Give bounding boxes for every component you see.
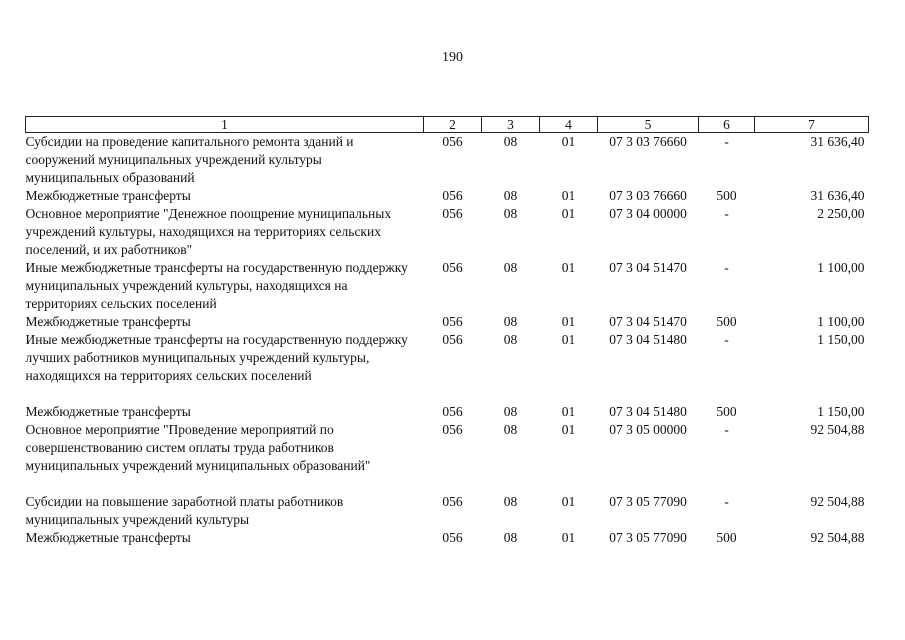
row-section: 08 xyxy=(503,332,518,347)
row-amount: 1 150,00 xyxy=(817,332,865,347)
table-row xyxy=(26,259,869,313)
row-expense-type: - xyxy=(724,206,729,221)
row-section: 08 xyxy=(503,260,518,275)
row-target-article: 07 3 05 77090 xyxy=(609,494,687,509)
row-name: Межбюджетные трансферты xyxy=(25,188,191,203)
row-amount: 1 100,00 xyxy=(817,314,865,329)
row-section: 08 xyxy=(503,494,518,509)
row-subsection: 01 xyxy=(561,530,576,545)
row-code-ministry: 056 xyxy=(442,530,463,545)
row-amount: 31 636,40 xyxy=(810,134,865,149)
table-row xyxy=(26,331,869,403)
row-amount: 2 250,00 xyxy=(817,206,865,221)
row-expense-type: - xyxy=(724,494,729,509)
row-subsection: 01 xyxy=(561,188,576,203)
table-row xyxy=(26,403,869,421)
row-section: 08 xyxy=(503,314,518,329)
row-subsection: 01 xyxy=(561,332,576,347)
row-subsection: 01 xyxy=(561,134,576,149)
row-expense-type: 500 xyxy=(716,314,737,329)
row-name: Субсидии на повышение заработной платы работников муниципальных учреждений культуры xyxy=(25,494,344,527)
row-name: Иные межбюджетные трансферты на государственную поддержку муниципальных учреждений культуры, находящихся на территориях сельских поселений xyxy=(25,260,408,311)
table-row xyxy=(26,493,869,529)
row-target-article: 07 3 04 51480 xyxy=(609,404,687,419)
row-target-article: 07 3 03 76660 xyxy=(609,188,687,203)
row-amount: 1 150,00 xyxy=(817,404,865,419)
column-header-2: 2 xyxy=(424,117,482,133)
row-target-article: 07 3 04 51470 xyxy=(609,314,687,329)
row-subsection: 01 xyxy=(561,206,576,221)
row-section: 08 xyxy=(503,134,518,149)
table-row xyxy=(26,205,869,259)
row-target-article: 07 3 04 00000 xyxy=(609,206,687,221)
row-code-ministry: 056 xyxy=(442,494,463,509)
table-row xyxy=(26,133,869,188)
page-number: 190 xyxy=(442,50,463,65)
row-expense-type: 500 xyxy=(716,404,737,419)
column-header-1: 1 xyxy=(26,117,424,133)
row-amount: 92 504,88 xyxy=(810,494,865,509)
table-row xyxy=(26,187,869,205)
row-amount: 92 504,88 xyxy=(810,422,865,437)
row-code-ministry: 056 xyxy=(442,404,463,419)
row-target-article: 07 3 05 00000 xyxy=(609,422,687,437)
row-section: 08 xyxy=(503,206,518,221)
row-expense-type: - xyxy=(724,332,729,347)
row-expense-type: - xyxy=(724,260,729,275)
column-header-5: 5 xyxy=(598,117,699,133)
row-target-article: 07 3 04 51480 xyxy=(609,332,687,347)
row-target-article: 07 3 04 51470 xyxy=(609,260,687,275)
row-subsection: 01 xyxy=(561,494,576,509)
row-target-article: 07 3 05 77090 xyxy=(609,530,687,545)
row-target-article: 07 3 03 76660 xyxy=(609,134,687,149)
row-name: Межбюджетные трансферты xyxy=(25,314,191,329)
row-subsection: 01 xyxy=(561,422,576,437)
row-subsection: 01 xyxy=(561,260,576,275)
table-row xyxy=(26,529,869,547)
row-subsection: 01 xyxy=(561,404,576,419)
row-code-ministry: 056 xyxy=(442,260,463,275)
row-code-ministry: 056 xyxy=(442,422,463,437)
row-code-ministry: 056 xyxy=(442,206,463,221)
column-header-3: 3 xyxy=(482,117,540,133)
row-expense-type: - xyxy=(724,422,729,437)
row-expense-type: 500 xyxy=(716,530,737,545)
row-name: Основное мероприятие "Денежное поощрение муниципальных учреждений культуры, находящихся на территориях сельских поселений, и их работников" xyxy=(25,206,392,257)
column-header-7: 7 xyxy=(755,117,869,133)
row-amount: 92 504,88 xyxy=(810,530,865,545)
row-section: 08 xyxy=(503,422,518,437)
row-code-ministry: 056 xyxy=(442,188,463,203)
row-name: Субсидии на проведение капитального ремонта зданий и сооружений муниципальных учреждений культуры муниципальных образований xyxy=(25,134,354,185)
column-header-4: 4 xyxy=(540,117,598,133)
row-section: 08 xyxy=(503,404,518,419)
column-header-6: 6 xyxy=(699,117,755,133)
row-name: Межбюджетные трансферты xyxy=(25,530,191,545)
row-section: 08 xyxy=(503,530,518,545)
table-row xyxy=(26,313,869,331)
table-header-row xyxy=(26,117,869,133)
row-subsection: 01 xyxy=(561,314,576,329)
row-name: Основное мероприятие "Проведение мероприятий по совершенствованию систем оплаты труда работников муниципальных учреждений муниципальных образований" xyxy=(25,422,371,473)
row-amount: 31 636,40 xyxy=(810,188,865,203)
row-amount: 1 100,00 xyxy=(817,260,865,275)
row-expense-type: - xyxy=(724,134,729,149)
table-row xyxy=(26,421,869,493)
row-code-ministry: 056 xyxy=(442,134,463,149)
row-code-ministry: 056 xyxy=(442,314,463,329)
row-name: Межбюджетные трансферты xyxy=(25,404,191,419)
row-section: 08 xyxy=(503,188,518,203)
budget-table xyxy=(25,116,869,547)
row-name: Иные межбюджетные трансферты на государственную поддержку лучших работников муниципальных учреждений культуры, находящихся на территориях сельских поселений xyxy=(25,332,408,383)
row-expense-type: 500 xyxy=(716,188,737,203)
row-code-ministry: 056 xyxy=(442,332,463,347)
